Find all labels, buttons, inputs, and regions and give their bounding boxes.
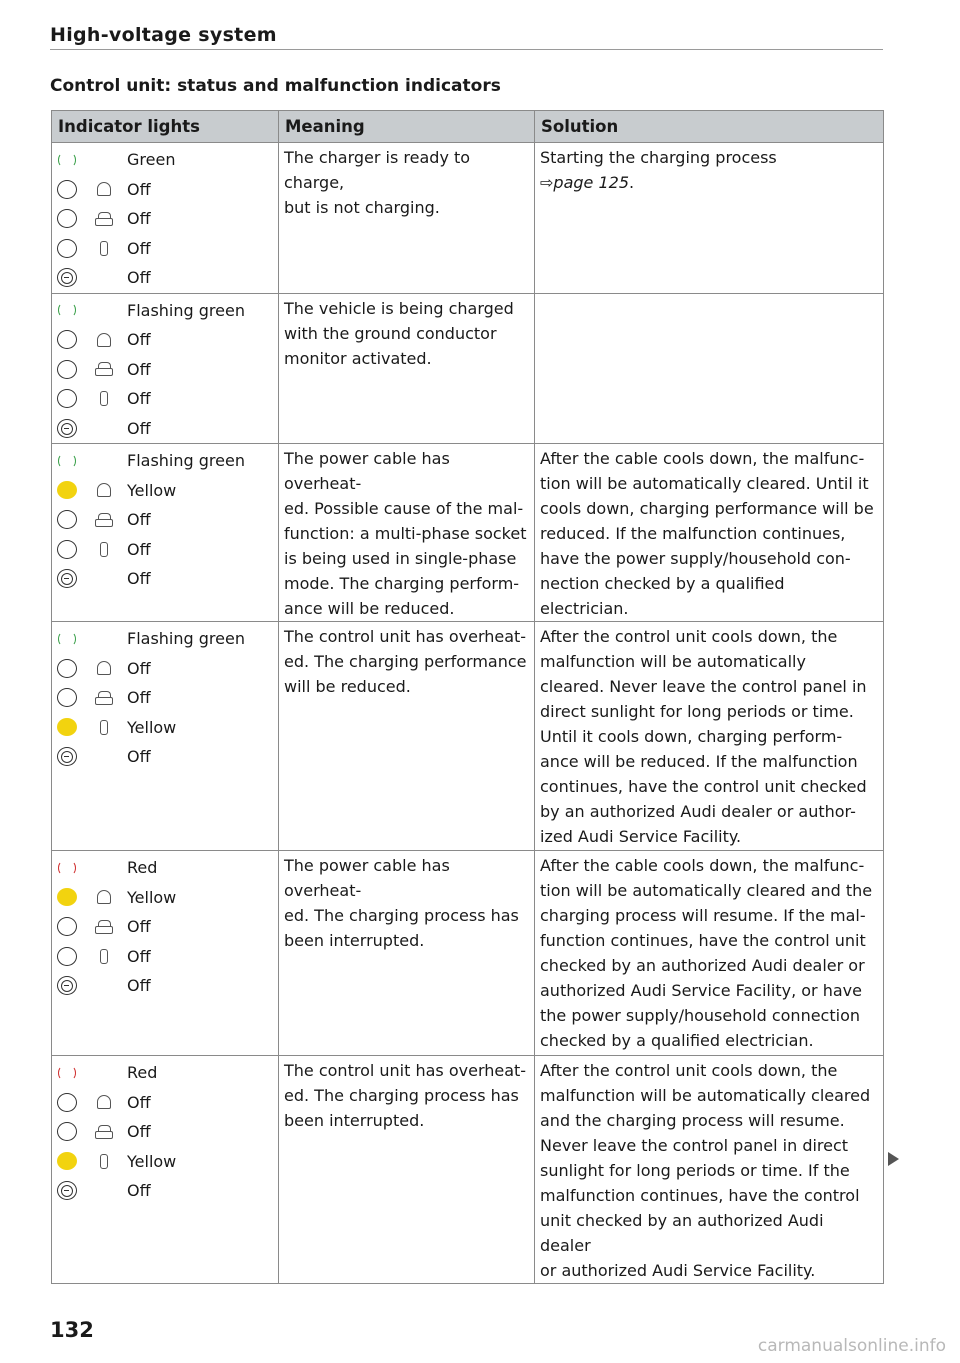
off-lamp-icon — [57, 330, 77, 349]
meaning-line: is being used in single-phase — [284, 549, 517, 568]
solution-line: After the cable cools down, the malfunc- — [540, 449, 865, 468]
solution-line: malfunction will be automatically cleared — [540, 1086, 871, 1105]
solution-line: tion will be automatically cleared. Until it — [540, 474, 869, 493]
solution-line: malfunction continues, have the control — [540, 1186, 860, 1205]
off-lamp-icon — [57, 180, 77, 199]
solution-line: unit checked by an authorized Audi dealer — [540, 1211, 824, 1255]
indicator-item — [57, 1117, 273, 1147]
ground-conductor-lamp-icon — [57, 569, 77, 588]
table-header-row — [52, 111, 884, 143]
solution-line: After the control unit cools down, the — [540, 1061, 838, 1080]
green-lamp-icon — [57, 300, 77, 320]
meaning-line: function: a multi-phase socket — [284, 524, 527, 543]
solution-line: charging process will resume. If the mal- — [540, 906, 866, 925]
indicator-label: Off — [127, 1092, 151, 1112]
plug-icon — [89, 1154, 119, 1169]
indicator-label: Off — [127, 330, 151, 350]
indicator-item — [57, 971, 273, 1001]
off-lamp-icon — [57, 209, 77, 228]
house-icon-shape — [97, 182, 111, 196]
indicator-item — [57, 713, 273, 743]
indicator-cell — [52, 293, 279, 444]
indicator-label: Yellow — [127, 480, 177, 500]
meaning-cell — [279, 1056, 535, 1284]
house-icon — [89, 333, 119, 347]
table-row — [52, 293, 884, 444]
solution-cell — [535, 622, 884, 851]
indicator-label: Off — [127, 688, 151, 708]
yellow-lamp-icon — [57, 1152, 77, 1170]
car-icon-shape — [95, 1125, 113, 1139]
car-icon — [89, 513, 119, 527]
off-lamp-icon — [57, 239, 77, 258]
car-icon-shape — [95, 920, 113, 934]
solution-line: checked by a qualified electrician. — [540, 1031, 814, 1050]
solution-line: and the charging process will resume. — [540, 1111, 845, 1130]
off-lamp-icon — [57, 1093, 77, 1112]
meaning-line: with the ground conductor — [284, 323, 497, 343]
indicator-item — [57, 654, 273, 684]
meaning-line: been interrupted. — [284, 1111, 425, 1130]
off-lamp-icon — [57, 360, 77, 379]
meaning-cell — [279, 622, 535, 851]
indicator-label: Off — [127, 359, 151, 379]
solution-link-line — [540, 170, 878, 195]
meaning-line: ed. Possible cause of the mal- — [284, 499, 524, 518]
indicator-item — [57, 1058, 273, 1088]
indicator-item — [57, 263, 273, 293]
plug-icon — [89, 241, 119, 256]
indicator-item — [57, 175, 273, 205]
column-header-meaning: Meaning — [279, 111, 535, 143]
table-row — [52, 444, 884, 622]
indicator-label: Flashing green — [127, 451, 245, 471]
plug-icon-shape — [100, 241, 108, 256]
ground-conductor-lamp-icon — [57, 419, 77, 438]
indicator-label: Off — [127, 209, 151, 229]
indicator-item — [57, 624, 273, 654]
indicator-label: Off — [127, 389, 151, 409]
page-number: 132 — [50, 1318, 94, 1342]
car-icon — [89, 920, 119, 934]
solution-line: tion will be automatically cleared and the — [540, 881, 873, 900]
indicator-label: Yellow — [127, 717, 177, 737]
table-row — [52, 143, 884, 294]
indicator-label: Flashing green — [127, 300, 245, 320]
plug-icon-shape — [100, 1154, 108, 1169]
off-lamp-icon — [57, 510, 77, 529]
plug-icon-shape — [100, 720, 108, 735]
indicator-item — [57, 683, 273, 713]
solution-line: cleared. Never leave the control panel in — [540, 677, 867, 696]
meaning-line: ed. The charging process has — [284, 906, 519, 925]
indicator-item — [57, 1176, 273, 1206]
indicator-item — [57, 145, 273, 175]
indicator-label: Off — [127, 179, 151, 199]
house-icon-shape — [97, 1095, 111, 1109]
table-row — [52, 1056, 884, 1284]
indicator-item — [57, 742, 273, 772]
house-icon-shape — [97, 661, 111, 675]
column-header-indicator-lights: Indicator lights — [52, 111, 279, 143]
yellow-lamp-icon — [57, 888, 77, 906]
meaning-line: ed. The charging performance — [284, 652, 527, 671]
page-reference-link[interactable]: ⇨page 125 — [540, 173, 629, 192]
meaning-cell — [279, 444, 535, 622]
solution-cell — [535, 143, 884, 294]
meaning-cell — [279, 143, 535, 294]
indicator-label: Off — [127, 418, 151, 438]
house-icon-shape — [97, 890, 111, 904]
indicator-cell — [52, 1056, 279, 1284]
indicator-label: Yellow — [127, 887, 177, 907]
indicator-item — [57, 384, 273, 414]
solution-cell — [535, 851, 884, 1056]
off-lamp-icon — [57, 1122, 77, 1141]
indicator-label: Off — [127, 946, 151, 966]
meaning-line: The charger is ready to charge, — [284, 148, 471, 192]
table-row — [52, 851, 884, 1056]
meaning-line: The power cable has overheat- — [284, 856, 450, 900]
solution-line: Starting the charging process — [540, 148, 777, 167]
indicator-cell — [52, 622, 279, 851]
house-icon — [89, 483, 119, 497]
column-header-solution: Solution — [535, 111, 884, 143]
yellow-lamp-icon — [57, 718, 77, 736]
house-icon — [89, 1095, 119, 1109]
meaning-line: The vehicle is being charged — [284, 298, 514, 318]
solution-line: checked by an authorized Audi dealer or — [540, 956, 865, 975]
off-lamp-icon — [57, 540, 77, 559]
plug-icon — [89, 949, 119, 964]
off-lamp-icon — [57, 917, 77, 936]
solution-cell — [535, 444, 884, 622]
solution-line: malfunction will be automatically — [540, 652, 806, 671]
indicator-label: Red — [127, 1063, 158, 1083]
indicator-label: Red — [127, 858, 158, 878]
red-lamp-icon — [57, 1063, 77, 1083]
indicator-item — [57, 296, 273, 326]
solution-line: have the power supply/household con- — [540, 549, 851, 568]
solution-line: or authorized Audi Service Facility. — [540, 1261, 816, 1280]
indicator-label: Off — [127, 569, 151, 589]
car-icon — [89, 212, 119, 226]
meaning-line: ed. The charging process has — [284, 1086, 519, 1105]
indicator-label: Off — [127, 658, 151, 678]
off-lamp-icon — [57, 659, 77, 678]
indicator-item — [57, 1147, 273, 1177]
meaning-line: been interrupted. — [284, 931, 425, 950]
off-lamp-icon — [57, 389, 77, 408]
yellow-lamp-icon — [57, 481, 77, 499]
continue-arrow-icon — [888, 1152, 899, 1166]
ground-conductor-lamp-icon — [57, 976, 77, 995]
solution-line: ance will be reduced. If the malfunction — [540, 752, 858, 771]
solution-line: Until it cools down, charging perform- — [540, 727, 843, 746]
indicator-label: Yellow — [127, 1151, 177, 1171]
indicator-item — [57, 883, 273, 913]
indicator-item — [57, 1088, 273, 1118]
page-header — [50, 24, 883, 50]
section-title: Control unit: status and malfunction indicators — [50, 76, 501, 96]
watermark: carmanualsonline.info — [757, 1336, 946, 1356]
plug-icon-shape — [100, 542, 108, 557]
green-lamp-icon — [57, 150, 77, 170]
ground-conductor-lamp-icon — [57, 1181, 77, 1200]
meaning-cell — [279, 293, 535, 444]
meaning-line: will be reduced. — [284, 677, 411, 696]
solution-line: ized Audi Service Facility. — [540, 827, 742, 846]
solution-line: function continues, have the control unit — [540, 931, 866, 950]
indicator-item — [57, 505, 273, 535]
table-row — [52, 622, 884, 851]
indicator-item — [57, 476, 273, 506]
indicator-cell — [52, 143, 279, 294]
indicator-label: Off — [127, 917, 151, 937]
plug-icon — [89, 391, 119, 406]
indicator-cell — [52, 444, 279, 622]
solution-line: cools down, charging performance will be — [540, 499, 874, 518]
solution-line: reduced. If the malfunction continues, — [540, 524, 846, 543]
indicator-item — [57, 414, 273, 444]
house-icon — [89, 890, 119, 904]
plug-icon-shape — [100, 391, 108, 406]
indicator-label: Green — [127, 150, 176, 170]
green-lamp-icon — [57, 451, 77, 471]
indicator-item — [57, 564, 273, 594]
indicator-label: Off — [127, 238, 151, 258]
off-lamp-icon — [57, 947, 77, 966]
indicator-item — [57, 204, 273, 234]
car-icon — [89, 1125, 119, 1139]
indicator-label: Off — [127, 976, 151, 996]
car-icon-shape — [95, 691, 113, 705]
indicator-label: Flashing green — [127, 629, 245, 649]
header-title: High-voltage system — [50, 24, 277, 46]
off-lamp-icon — [57, 688, 77, 707]
indicator-item — [57, 355, 273, 385]
indicator-item — [57, 325, 273, 355]
car-icon-shape — [95, 212, 113, 226]
car-icon-shape — [95, 513, 113, 527]
solution-line: Never leave the control panel in direct — [540, 1136, 849, 1155]
indicator-label: Off — [127, 539, 151, 559]
solution-line: nection checked by a qualified electrician. — [540, 574, 785, 618]
ground-conductor-lamp-icon — [57, 268, 77, 287]
indicator-item — [57, 912, 273, 942]
plug-icon-shape — [100, 949, 108, 964]
solution-line: authorized Audi Service Facility, or have — [540, 981, 862, 1000]
house-icon — [89, 661, 119, 675]
indicator-item — [57, 446, 273, 476]
house-icon-shape — [97, 333, 111, 347]
house-icon — [89, 182, 119, 196]
car-icon — [89, 362, 119, 376]
meaning-line: ance will be reduced. — [284, 599, 455, 618]
meaning-line: The control unit has overheat- — [284, 627, 527, 646]
meaning-line: but is not charging. — [284, 198, 440, 217]
table-body — [52, 143, 884, 1284]
meaning-line: mode. The charging perform- — [284, 574, 520, 593]
solution-line: by an authorized Audi dealer or author- — [540, 802, 856, 821]
solution-line: continues, have the control unit checked — [540, 777, 867, 796]
indicator-label: Off — [127, 1122, 151, 1142]
indicator-label: Off — [127, 1181, 151, 1201]
solution-line: direct sunlight for long periods or time. — [540, 702, 854, 721]
indicator-item — [57, 234, 273, 264]
green-lamp-icon — [57, 629, 77, 649]
meaning-line: The power cable has overheat- — [284, 449, 450, 493]
red-lamp-icon — [57, 858, 77, 878]
indicator-label: Off — [127, 510, 151, 530]
indicator-label: Off — [127, 268, 151, 288]
solution-line: the power supply/household connection — [540, 1006, 860, 1025]
ground-conductor-lamp-icon — [57, 747, 77, 766]
page-reference-suffix: . — [629, 173, 635, 192]
indicator-item — [57, 535, 273, 565]
plug-icon — [89, 542, 119, 557]
car-icon — [89, 691, 119, 705]
meaning-cell — [279, 851, 535, 1056]
meaning-line: monitor activated. — [284, 348, 432, 368]
indicator-table — [51, 110, 884, 1284]
plug-icon — [89, 720, 119, 735]
solution-line: After the cable cools down, the malfunc- — [540, 856, 865, 875]
indicator-cell — [52, 851, 279, 1056]
indicator-item — [57, 942, 273, 972]
indicator-item — [57, 853, 273, 883]
house-icon-shape — [97, 483, 111, 497]
solution-line: After the control unit cools down, the — [540, 627, 838, 646]
indicator-label: Off — [127, 747, 151, 767]
solution-cell — [535, 293, 884, 444]
solution-line: sunlight for long periods or time. If the — [540, 1161, 850, 1180]
meaning-line: The control unit has overheat- — [284, 1061, 527, 1080]
solution-cell — [535, 1056, 884, 1284]
car-icon-shape — [95, 362, 113, 376]
